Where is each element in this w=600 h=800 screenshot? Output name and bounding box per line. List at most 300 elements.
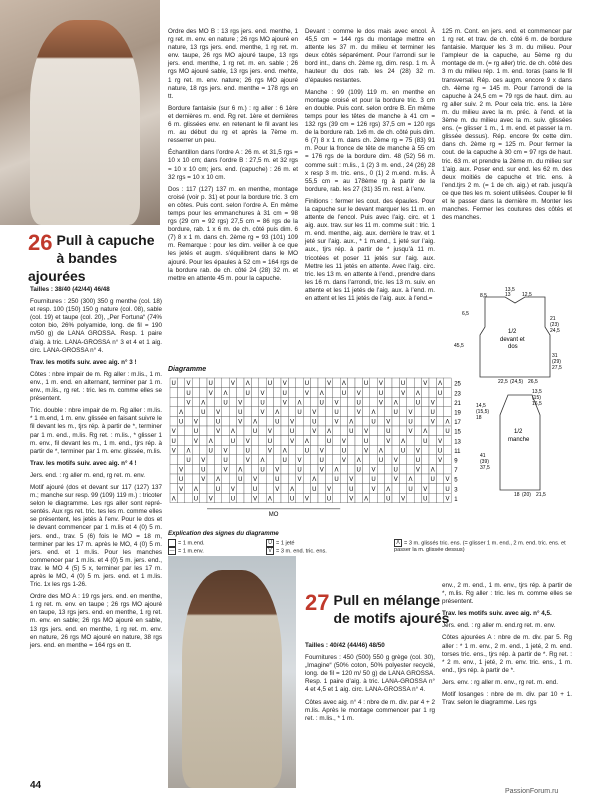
legend-symbol-knit [168,539,176,547]
chart-cell [244,397,251,407]
chart-cell [222,378,229,388]
chart-cell [266,484,273,494]
chart-symbol: U [297,467,302,474]
chart-cell [444,407,451,417]
chart-cell [251,436,258,446]
chart-repeat-label: MO [268,511,279,518]
chart-cell [170,474,177,484]
chart-cell [348,445,355,455]
chart-cell [288,378,295,388]
chart-cell [214,397,221,407]
chart-cell [348,397,355,407]
chart-cell [266,397,273,407]
chart-cell [318,493,325,503]
chart-cell [325,445,332,455]
chart-cell [407,378,414,388]
chart-cell [251,455,258,465]
chart-cell [185,416,192,426]
chart-symbol: U [445,486,450,493]
chart-row-number: 3 [454,487,458,494]
chart-cell [237,445,244,455]
chart-cell [237,388,244,398]
chart-symbol: V [415,467,420,474]
chart-row-number: 13 [454,439,461,446]
chart-cell [370,436,377,446]
chart-symbol: Λ [356,458,361,464]
chart-cell [192,407,199,417]
chart-symbol: U [445,429,450,436]
schema1-label-2: 13 [505,292,511,298]
chart-symbol: U [238,410,243,416]
model-figure [30,20,140,225]
chart-cell [185,426,192,436]
p26-front: Devant : comme le dos mais avec encol. À 45,5 cm = 144 rgs du montage mettre en attente les 37 m. du milieu et terminer les deux côtés séparément. Pour l’arrondi sur le bord int., dans ch. 2ème rg, dim. resp. 1 m. À hauteur du dos rab. les 24 (28) 32 m. d’épaules restantes. [305,28,435,84]
chart-symbol: U [267,381,273,388]
chart-cell [288,445,295,455]
p27-ribbing-cont: env., 2 m. end., 1 m. env., tjrs rép. à partir de *, m.lis. Rg aller : tric. les m. comme elles se présentent. [442,582,572,606]
chart-symbol: V [223,467,228,474]
chart-symbol: Λ [216,477,221,484]
chart-symbol: Λ [230,429,235,436]
chart-symbol: V [393,477,398,484]
chart-cell [177,436,184,446]
chart-cell [362,416,369,426]
schema1-label-12: 31 [552,353,558,359]
chart-symbol: V [334,400,339,407]
chart-cell [355,484,362,494]
chart-cell [340,407,347,417]
chart-symbol: U [223,458,228,464]
chart-cell [244,493,251,503]
chart-symbol: V [216,429,221,436]
chart-cell [303,455,310,465]
chart-cell [355,474,362,484]
chart-cell [259,474,266,484]
chart-symbol: V [349,477,354,484]
chart-cell [266,464,273,474]
chart-symbol: Λ [245,381,250,388]
chart-cell [170,388,177,398]
chart-cell [266,474,273,484]
chart-cell [355,436,362,446]
p27-ribbing: Côtes avec aig. n° 4 : nbre de m. div. par 4 + 2 m.lis. Après le montage commencer par 1 rg ret. : m.lis., * 1 m. [305,698,435,722]
chart-cell [429,436,436,446]
schema1-label-4: 6,5 [462,311,469,317]
chart-cell [229,474,236,484]
p26-sizes: Tailles : 38/40 (42/44) 46/48 [30,286,110,293]
p27-supplies: Fournitures : 450 (500) 550 g grège (col. 30), „Imagine“ (50% coton, 50% polyester recyclé, long. de fil = 120 m/ 50 g) de LANA GROSSA. Resp. 1 paire d’aig. à tric. LANA-GROSSA n° 4 et 4,5 et 1 aig. circ. LANA-GROSSA n° 4. [305,654,435,694]
chart-cell [207,416,214,426]
chart-symbol: V [282,381,287,388]
chart-cell [370,388,377,398]
chart-symbol: V [186,400,191,407]
chart-cell [311,493,318,503]
chart-symbol: U [186,458,191,464]
schema2-label-7: manche [508,437,530,443]
page-number: 44 [30,780,42,791]
chart-symbol: Λ [423,429,428,436]
chart-cell [429,426,436,436]
chart-cell [318,426,325,436]
diagram-legend [168,530,580,556]
chart-cell [429,493,436,503]
chart-cell [377,484,384,494]
chart-cell [251,464,258,474]
chart-symbol: Λ [408,477,413,484]
chart-cell [311,464,318,474]
chart-cell [340,484,347,494]
chart-symbol: Λ [386,486,391,493]
chart-cell [170,464,177,474]
chart-cell [325,407,332,417]
chart-cell [333,426,340,436]
chart-symbol: Λ [193,486,198,493]
chart-cell [399,407,406,417]
chart-cell [266,388,273,398]
chart-cell [259,445,266,455]
chart-row-number: 7 [454,468,458,475]
chart-cell [222,484,229,494]
chart-cell [377,426,384,436]
model-photo-lace-sweater [168,556,296,788]
chart-cell [296,436,303,446]
chart-symbol: V [186,381,191,388]
chart-cell [377,407,384,417]
chart-cell [340,493,347,503]
chart-cell [296,416,303,426]
chart-symbol: V [438,458,443,464]
chart-cell [266,407,273,417]
chart-symbol: Λ [179,410,184,416]
chart-cell [281,464,288,474]
chart-symbol: U [275,419,280,426]
legend-item-knit: = 1 m.end. [168,539,258,547]
chart-symbol: V [223,448,228,455]
chart-symbol: V [201,458,206,464]
chart-cell [399,455,406,465]
chart-symbol: Λ [401,438,406,445]
chart-symbol: U [289,496,295,503]
chart-symbol: V [341,458,346,464]
pattern-27-heading [305,592,455,628]
chart-row-number: 1 [454,496,458,503]
chart-cell [288,455,295,465]
schema2-label-2: 16,5 [532,401,542,407]
chart-cell [407,493,414,503]
chart-symbol: U [341,448,347,455]
chart-cell [414,416,421,426]
pattern-26-column-4 [442,28,572,226]
chart-cell [214,455,221,465]
chart-cell [244,474,251,484]
chart-cell [311,388,318,398]
chart-cell [392,388,399,398]
chart-cell [207,397,214,407]
chart-cell [185,493,192,503]
chart-symbol: U [341,390,347,397]
chart-cell [414,436,421,446]
chart-cell [170,407,177,417]
schema2-label-4: (15,5) [476,409,490,415]
chart-cell [325,397,332,407]
chart-cell [251,388,258,398]
chart-cell [192,397,199,407]
chart-symbol: U [208,448,213,455]
chart-symbol: U [260,400,265,407]
chart-cell [399,397,406,407]
chart-cell [229,464,236,474]
chart-cell [207,426,214,436]
chart-row-number: 15 [454,429,461,436]
chart-symbol: Λ [319,390,324,397]
knitting-chart [168,376,478,521]
chart-cell [200,426,207,436]
chart-symbol: V [364,429,369,436]
chart-symbol: U [356,467,361,474]
chart-symbol: V [445,496,450,503]
chart-row-number: 11 [454,448,461,455]
chart-cell [266,416,273,426]
chart-cell [399,474,406,484]
chart-cell [192,464,199,474]
chart-symbol: U [408,419,413,426]
chart-cell [407,464,414,474]
chart-cell [429,445,436,455]
chart-symbol: V [319,467,324,474]
chart-cell [288,388,295,398]
chart-symbol: U [363,438,369,445]
chart-cell [392,493,399,503]
chart-cell [274,493,281,503]
chart-cell [311,378,318,388]
chart-cell [385,378,392,388]
chart-cell [444,397,451,407]
chart-symbol: V [179,486,184,493]
chart-cell [318,416,325,426]
chart-cell [303,407,310,417]
chart-cell [325,455,332,465]
chart-symbol: V [275,486,280,493]
legend-item-sk2p: Λ = 3 m. glissés tric. ens. (= glisser 1 m. end., 2 m. end. tric. ens. et passer la m. glissée dessus) [394,540,566,554]
schema1-label-9: devant et [500,337,525,343]
chart-cell [333,484,340,494]
chart-cell [385,464,392,474]
chart-symbol: U [349,486,354,493]
p26-double-knit: Tric. double : nbre impair de m. Rg aller : m.lis. * 1 m.end, 1 m. env. glissée en faisant suivre le fil devant les m., tjrs rép. à partir de *, terminer par 1 m. end., m.lis. Rg ret. : m.lis., * glisser 1 m. env., fil devant les m., 1 m. end., tjrs rép. à partir de *, terminer par 1 m. env. glissée, m.lis. [30,407,162,455]
chart-cell [192,445,199,455]
chart-cell [362,407,369,417]
chart-cell [370,455,377,465]
chart-cell [266,455,273,465]
chart-cell [340,474,347,484]
chart-cell [274,388,281,398]
chart-symbol: U [201,410,206,416]
chart-cell [422,464,429,474]
chart-cell [170,455,177,465]
chart-symbol: V [253,496,258,503]
chart-symbol: U [230,496,236,503]
chart-cell [303,397,310,407]
chart-cell [222,493,229,503]
chart-symbol: V [245,458,250,464]
chart-cell [362,484,369,494]
chart-cell [399,416,406,426]
chart-symbol: U [304,448,310,455]
chart-symbol: V [371,486,376,493]
chart-symbol: V [230,486,235,493]
chart-cell [333,455,340,465]
chart-symbol: U [260,467,265,474]
legend-symbol-yarnover: U [266,539,274,547]
chart-row-number: 21 [454,400,461,407]
chart-cell [222,416,229,426]
p27-diamond-pattern: Motif losanges : nbre de m. div. par 10 + 1. Trav. selon le diagramme. Les rgs [442,691,572,707]
chart-symbol: Λ [364,496,369,503]
chart-symbol: U [334,477,339,484]
chart-cell [229,388,236,398]
chart-cell [237,455,244,465]
pattern-26-column-1 [30,286,162,654]
chart-cell [244,426,251,436]
chart-cell [185,436,192,446]
chart-cell [362,464,369,474]
pattern-27-title: Pull en mélange de motifs ajourés [333,592,450,626]
chart-symbol: U [430,477,435,484]
chart-symbol: V [312,429,317,436]
chart-cell [340,464,347,474]
chart-cell [170,397,177,407]
chart-symbol: U [193,496,199,503]
schema1-label-0: 8,5 [480,293,487,299]
chart-cell [296,445,303,455]
schema1-label-6: (23) [550,322,559,328]
chart-cell [422,416,429,426]
chart-symbol: V [253,477,258,484]
chart-symbol: V [208,496,213,503]
chart-cell [370,397,377,407]
p26-lace-pattern: Motif ajouré (dos et devant sur 117 (127) 137 m.; manche sur resp. 99 (109) 119 m.) : tricoter selon le diagramme. Les rgs aller sont représentés. Aux rgs ret. tric. tes les m. comme elles se présentent, les jetés à l’env. Pour le dos et le devant commencer par 1 m.lis et 4 (0) 5 m. jers. end., trav. 5 (6) fois le MO = 18 m, terminer par les 17 m. après le MO, 4 (0) 5 m. jers. end. et 1 m.lis. Pour les manches commencer par 1 m.lis. et 4 (0) 5 m. jers. end., trav. le MO 4 (5) 5 x, terminer par les 17 m. après le MO, 4 (0) 5 m. jers. end. et 1 m.lis. Tric. 1x les rgs 1-26. [30,483,162,589]
chart-cell [177,426,184,436]
legend-symbol-purl: — [169,548,175,555]
chart-cell [207,474,214,484]
p26-supplies: Fournitures : 250 (300) 350 g menthe (col. 18) et resp. 100 (150) 150 g nature (col. 08), sable (col. 19) et taupe (col. 20), „Per Fortuna“ (74% coton bio, 26% polyamide, long. de fil = 190 m/50 g) de LANA GROSSA. Resp. 1 paire d’aig. à tric. LANA-GROSSA n° 3 et 4 et 1 aig. circ. LANA-GROSSA n° 4. [30,298,162,354]
chart-cell [207,484,214,494]
schema1-label-16: (24,5) [510,379,524,385]
chart-symbol: Λ [253,419,258,426]
schema2-label-1: (15) [532,395,541,401]
chart-cell [222,407,229,417]
chart-symbol: U [245,448,250,455]
schema1-label-8: 1/2 [508,329,517,335]
chart-symbol: V [193,419,198,426]
chart-cell [333,378,340,388]
chart-cell [436,407,443,417]
chart-cell [318,407,325,417]
chart-cell [281,436,288,446]
chart-symbol: V [334,419,339,426]
chart-cell [377,493,384,503]
chart-cell [422,455,429,465]
chart-cell [414,484,421,494]
chart-cell [274,426,281,436]
chart-cell [274,455,281,465]
chart-cell [222,426,229,436]
chart-cell [303,416,310,426]
chart-cell [296,484,303,494]
chart-symbol: U [215,486,221,493]
chart-symbol: U [400,381,406,388]
chart-symbol: U [386,429,391,436]
p27-needles: Trav. les motifs suiv. avec aig. n° 4,5. [442,610,552,618]
pattern-26-number: 26 [28,230,53,255]
chart-symbol: U [289,429,295,436]
chart-cell [392,416,399,426]
chart-cell [214,493,221,503]
chart-symbol: U [393,467,398,474]
pattern-27-column-1 [305,642,435,727]
p27-stockinette: Jers. end. : rg aller m. end.rg ret. m. env. [442,622,556,630]
chart-symbol: U [201,467,206,474]
chart-symbol: U [319,458,324,464]
chart-cell [311,397,318,407]
chart-cell [422,445,429,455]
schema2-label-11: 18 [514,492,520,498]
model-figure-2 [182,570,282,788]
chart-cell [192,455,199,465]
chart-symbol: U [371,419,376,426]
chart-symbol: U [252,429,258,436]
chart-cell [244,416,251,426]
chart-symbol: U [371,477,376,484]
chart-cell [192,388,199,398]
p27-sizes: Tailles : 40/42 (44/46) 48/50 [305,642,385,649]
schema2-label-3: 14,5 [476,403,486,409]
chart-cell [244,484,251,494]
chart-symbol: Λ [378,448,383,455]
chart-symbol: V [275,467,280,474]
chart-cell [414,493,421,503]
chart-cell [237,436,244,446]
schema1-label-5: 21 [550,316,556,322]
chart-symbol: V [171,429,176,436]
legend-item-yarnover: U = 1 jeté [266,539,386,547]
chart-symbol: U [415,458,421,464]
chart-cell [296,493,303,503]
chart-cell [177,455,184,465]
chart-cell [259,493,266,503]
chart-symbol: U [304,381,310,388]
chart-symbol: V [430,400,435,407]
chart-symbol: V [386,438,391,445]
chart-symbol: V [378,400,383,407]
chart-cell [251,378,258,388]
chart-cell [333,493,340,503]
chart-symbol: U [238,477,243,484]
chart-cell [311,445,318,455]
chart-symbol: V [201,477,206,484]
chart-symbol: U [408,486,413,493]
chart-cell [370,493,377,503]
p27-lace-rib-a: Côtes ajourées A : nbre de m. div. par 5. Rg aller : * 1 m. env., 2 m. end., 1 jeté, 2 m. end. torses tric. ens., tjrs rép. à partir de *. Rg ret. : * 2 m. env., 1 jeté, 2 m. env. tric. ens., 1 m. end., tjrs rép. à partir de *. [442,634,572,674]
chart-cell [429,484,436,494]
chart-cell [207,455,214,465]
chart-cell [355,416,362,426]
schema2-label-8: 41 [480,453,486,459]
chart-cell [192,378,199,388]
p26-needles-3: Trav. les motifs suiv. avec aig. n° 3 ! [30,358,137,366]
chart-cell [296,378,303,388]
chart-cell [407,397,414,407]
